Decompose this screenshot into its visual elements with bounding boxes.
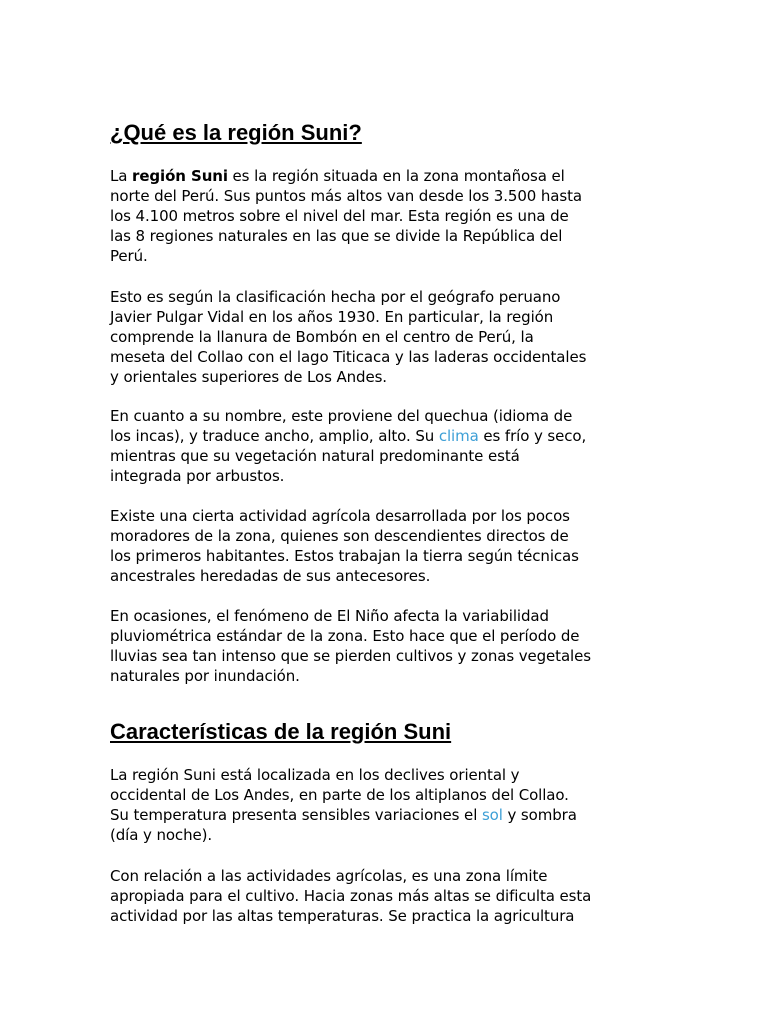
paragraph-line: moradores de la zona, quienes son descendientes directos de	[110, 527, 569, 545]
paragraph-line: meseta del Collao con el lago Titicaca y las laderas occidentales	[110, 348, 587, 366]
paragraph-line: naturales por inundación.	[110, 667, 300, 685]
text-segment: los incas), y traduce ancho, amplio, alto. Su	[110, 427, 439, 445]
paragraph-line: los primeros habitantes. Estos trabajan la tierra según técnicas	[110, 547, 579, 565]
paragraph-line: La región Suni está localizada en los declives oriental y	[110, 766, 520, 784]
paragraph-line: los 4.100 metros sobre el nivel del mar. Esta región es una de	[110, 207, 569, 225]
text-segment: es frío y seco,	[478, 427, 587, 445]
paragraph-intro	[110, 166, 582, 266]
paragraph-line: (día y noche).	[110, 826, 213, 844]
paragraph-line	[110, 426, 586, 446]
paragraph-line: occidental de Los Andes, en parte de los altiplanos del Collao.	[110, 786, 569, 804]
paragraph-line: comprende la llanura de Bombón en el centro de Perú, la	[110, 328, 534, 346]
heading-caracteristicas: Características de la región Suni	[110, 719, 452, 744]
paragraph-line: Javier Pulgar Vidal en los años 1930. En particular, la región	[110, 308, 554, 326]
paragraph-line	[110, 166, 582, 186]
heading-que-es-region-suni: ¿Qué es la región Suni?	[110, 120, 362, 145]
paragraph-localizacion	[110, 765, 577, 845]
link-sol[interactable]: sol	[481, 806, 503, 824]
paragraph-line: las 8 regiones naturales en las que se divide la República del	[110, 227, 563, 245]
paragraph-line: mientras que su vegetación natural predominante está	[110, 447, 520, 465]
paragraph-el-nino	[110, 606, 591, 686]
paragraph-actividades-agricolas	[110, 866, 591, 926]
paragraph-line: y orientales superiores de Los Andes.	[110, 368, 387, 386]
paragraph-line: pluviométrica estándar de la zona. Esto hace que el período de	[110, 627, 580, 645]
paragraph-line: ancestrales heredadas de sus antecesores.	[110, 567, 431, 585]
paragraph-line	[110, 805, 577, 825]
text-segment: y sombra	[502, 806, 577, 824]
paragraph-line: Esto es según la clasificación hecha por el geógrafo peruano	[110, 288, 561, 306]
link-clima[interactable]: clima	[438, 427, 479, 445]
bold-term-region-suni: región Suni	[132, 167, 228, 185]
paragraph-line: integrada por arbustos.	[110, 467, 285, 485]
paragraph-line: lluvias sea tan intenso que se pierden cultivos y zonas vegetales	[110, 647, 591, 665]
paragraph-actividad-agricola	[110, 506, 579, 586]
text-segment: es la región situada en la zona montañosa el	[227, 167, 565, 185]
paragraph-line: Con relación a las actividades agrícolas, es una zona límite	[110, 867, 548, 885]
paragraph-line: norte del Perú. Sus puntos más altos van desde los 3.500 hasta	[110, 187, 582, 205]
paragraph-line: Perú.	[110, 247, 148, 265]
paragraph-line: actividad por las altas temperaturas. Se practica la agricultura	[110, 907, 575, 925]
paragraph-line: Existe una cierta actividad agrícola desarrollada por los pocos	[110, 507, 570, 525]
paragraph-line: En ocasiones, el fenómeno de El Niño afecta la variabilidad	[110, 607, 549, 625]
text-segment: Su temperatura presenta sensibles variaciones el	[110, 806, 482, 824]
paragraph-nombre-clima	[110, 406, 586, 486]
paragraph-clasificacion	[110, 287, 586, 387]
paragraph-line: apropiada para el cultivo. Hacia zonas más altas se dificulta esta	[110, 887, 592, 905]
paragraph-line: En cuanto a su nombre, este proviene del quechua (idioma de	[110, 407, 573, 425]
text-segment: La	[110, 167, 133, 185]
